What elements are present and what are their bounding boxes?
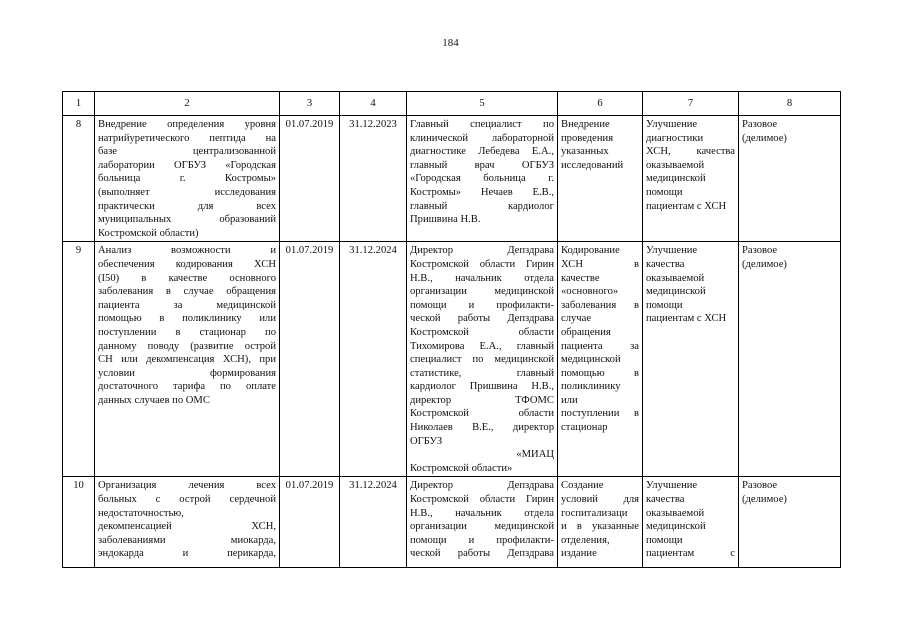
activity-line: Костромской области) [98, 227, 199, 239]
responsible-line: директор ТФОМС [410, 394, 554, 406]
activity-line: больница г. Костромы» [98, 173, 276, 185]
activity-cell [95, 116, 280, 242]
end-date: 31.12.2023 [340, 116, 407, 242]
type-cell [739, 116, 841, 242]
result-line: помощью в [561, 367, 639, 379]
indicator-cell [643, 242, 739, 477]
responsible-line: помощи и профилакти- [410, 534, 554, 546]
activity-line: эндокарда и перикарда, [98, 548, 276, 560]
type-line: Разовое [742, 245, 778, 257]
activity-line: практически для всех [98, 200, 276, 212]
indicator-line: Улучшение [646, 245, 698, 257]
responsible-line: Костромской области Гирин [410, 258, 554, 270]
result-line: обращения [561, 326, 611, 338]
responsible-line: Костромской области» [410, 462, 513, 474]
result-line: пациента за [561, 340, 639, 352]
activity-line: данных случаев по ОМС [98, 394, 210, 406]
header-col-1: 1 [63, 92, 95, 116]
indicator-line: помощи [646, 299, 683, 311]
activity-line: (I50) в качестве основного [98, 272, 276, 284]
type-line: (делимое) [742, 494, 787, 506]
result-line: стационар [561, 422, 608, 434]
result-line: Создание [561, 480, 604, 492]
header-row [63, 92, 841, 116]
indicator-line: ХСН, качества [646, 146, 735, 158]
activity-line: недостаточностью, [98, 507, 184, 519]
type-cell [739, 477, 841, 568]
responsible-line: диагностике Лебедева Е.А., [410, 146, 554, 158]
start-date: 01.07.2019 [280, 116, 340, 242]
responsible-line: «МИАЦ [516, 449, 554, 461]
header-col-2: 2 [95, 92, 280, 116]
end-date: 31.12.2024 [340, 242, 407, 477]
responsible-line: Главный специалист по [410, 119, 554, 130]
result-line: издание [561, 548, 597, 560]
table-row [63, 116, 841, 242]
responsible-line: Тихомирова Е.А., главный [410, 340, 554, 352]
result-line: качестве [561, 272, 600, 284]
header-col-8: 8 [739, 92, 841, 116]
row-number: 9 [63, 242, 95, 477]
indicator-cell [643, 116, 739, 242]
activity-line: Анализ возможности и [98, 245, 276, 257]
page-number: 184 [442, 37, 459, 49]
type-line: (делимое) [742, 132, 787, 144]
result-line: и в указанные [561, 521, 639, 533]
activity-line: пациента за медицинской [98, 299, 276, 311]
responsible-line: «Городская больница г. [410, 173, 554, 185]
responsible-line: клинической лабораторной [410, 132, 554, 144]
indicator-line: оказываемой [646, 159, 705, 171]
responsible-cell [407, 477, 558, 568]
activity-line: достаточного тарифа по оплате [98, 381, 276, 393]
result-line: поступлении в [561, 408, 639, 420]
result-line: случае [561, 313, 592, 325]
indicator-line: оказываемой [646, 272, 705, 284]
activity-line: обеспечения кодирования ХСН [98, 258, 276, 270]
responsible-line: главный врач ОГБУЗ [410, 159, 554, 171]
header-col-6: 6 [558, 92, 643, 116]
responsible-line: организации медицинской [410, 521, 554, 533]
responsible-line: кардиолог Пришвина Н.В., [410, 381, 554, 393]
responsible-line: ческой работы Депздрава [410, 313, 554, 325]
responsible-line: Костромской области [410, 326, 554, 338]
indicator-line: Улучшение [646, 119, 698, 130]
indicator-line: пациентам с ХСН [646, 313, 727, 325]
header-col-4: 4 [340, 92, 407, 116]
activity-line: заболевания в случае обращения [98, 286, 276, 298]
activity-cell [95, 477, 280, 568]
indicator-line: пациентам с [646, 548, 735, 560]
indicator-line: качества [646, 258, 685, 270]
result-line: условий для [561, 494, 639, 506]
type-line: Разовое [742, 119, 778, 130]
responsible-cell [407, 116, 558, 242]
indicator-line: качества [646, 494, 685, 506]
header-col-3: 3 [280, 92, 340, 116]
activity-line: помощью в поликлинику или [98, 313, 276, 325]
indicator-line: медицинской [646, 286, 706, 298]
activity-line: Организация лечения всех [98, 480, 276, 492]
end-date: 31.12.2024 [340, 477, 407, 568]
table-row [63, 477, 841, 568]
activity-line: данному поводу (развитие острой [98, 340, 276, 352]
activity-table [62, 91, 841, 568]
result-cell [558, 477, 643, 568]
indicator-line: помощи [646, 534, 683, 546]
responsible-cell [407, 242, 558, 477]
responsible-line: ОГБУЗ [410, 435, 443, 447]
activity-line: поступлении в стационар по [98, 326, 276, 338]
result-line: госпитализаци [561, 507, 628, 519]
activity-line: лаборатории ОГБУЗ «Городская [98, 159, 276, 171]
result-line: отделения, [561, 534, 610, 546]
type-cell [739, 242, 841, 477]
header-col-7: 7 [643, 92, 739, 116]
responsible-line: помощи и профилакти- [410, 299, 554, 311]
activity-line: больных с острой сердечной [98, 494, 276, 506]
responsible-line: Директор Депздрава [410, 480, 554, 492]
result-cell [558, 242, 643, 477]
start-date: 01.07.2019 [280, 477, 340, 568]
responsible-line: Директор Депздрава [410, 245, 554, 257]
indicator-line: диагностики [646, 132, 704, 144]
responsible-line: Костромской области Гирин [410, 494, 554, 506]
responsible-line: Н.В., начальник отдела [410, 272, 554, 284]
type-line: Разовое [742, 480, 778, 492]
activity-line: заболеваниями миокарда, [98, 534, 276, 546]
responsible-line: Костромской области [410, 408, 554, 420]
responsible-line: специалист по медицинской [410, 354, 554, 366]
responsible-line: Николаев В.Е., директор [410, 422, 554, 434]
activity-line: СН или декомпенсация ХСН), при [98, 354, 276, 366]
row-number: 8 [63, 116, 95, 242]
indicator-line: пациентам с ХСН [646, 200, 727, 212]
header-col-5: 5 [407, 92, 558, 116]
indicator-line: Улучшение [646, 480, 698, 492]
result-line: проведения [561, 132, 614, 144]
result-cell [558, 116, 643, 242]
result-line: заболевания в [561, 299, 639, 311]
responsible-line: главный кардиолог [410, 200, 554, 212]
activity-line: муниципальных образований [98, 214, 276, 226]
indicator-line: оказываемой [646, 507, 705, 519]
indicator-cell [643, 477, 739, 568]
result-line: Внедрение [561, 119, 610, 130]
result-line: или [561, 394, 578, 406]
responsible-line: статистике, главный [410, 367, 554, 379]
responsible-line: Костромы» Нечаев Е.В., [410, 186, 554, 198]
result-line: ХСН в [561, 258, 639, 270]
responsible-line: организации медицинской [410, 286, 554, 298]
result-line: исследований [561, 159, 624, 171]
result-line: указанных [561, 146, 609, 158]
table-row [63, 242, 841, 477]
indicator-line: медицинской [646, 173, 706, 185]
type-line: (делимое) [742, 258, 787, 270]
activity-line: Внедрение определения уровня [98, 119, 276, 130]
responsible-line: ческой работы Депздрава [410, 548, 554, 560]
indicator-line: помощи [646, 186, 683, 198]
responsible-line: Н.В., начальник отдела [410, 507, 554, 519]
start-date: 01.07.2019 [280, 242, 340, 477]
result-line: поликлинику [561, 381, 621, 393]
result-line: «основного» [561, 286, 619, 298]
result-line: Кодирование [561, 245, 620, 257]
activity-line: натрийуретического пептида на [98, 132, 276, 144]
activity-cell [95, 242, 280, 477]
activity-line: декомпенсацией ХСН, [98, 521, 276, 533]
row-number: 10 [63, 477, 95, 568]
responsible-line: Пришвина Н.В. [410, 214, 481, 226]
result-line: медицинской [561, 354, 621, 366]
activity-line: базе централизованной [98, 146, 276, 158]
activity-line: (выполняет исследования [98, 186, 276, 198]
activity-line: условии формирования [98, 367, 276, 379]
indicator-line: медицинской [646, 521, 706, 533]
